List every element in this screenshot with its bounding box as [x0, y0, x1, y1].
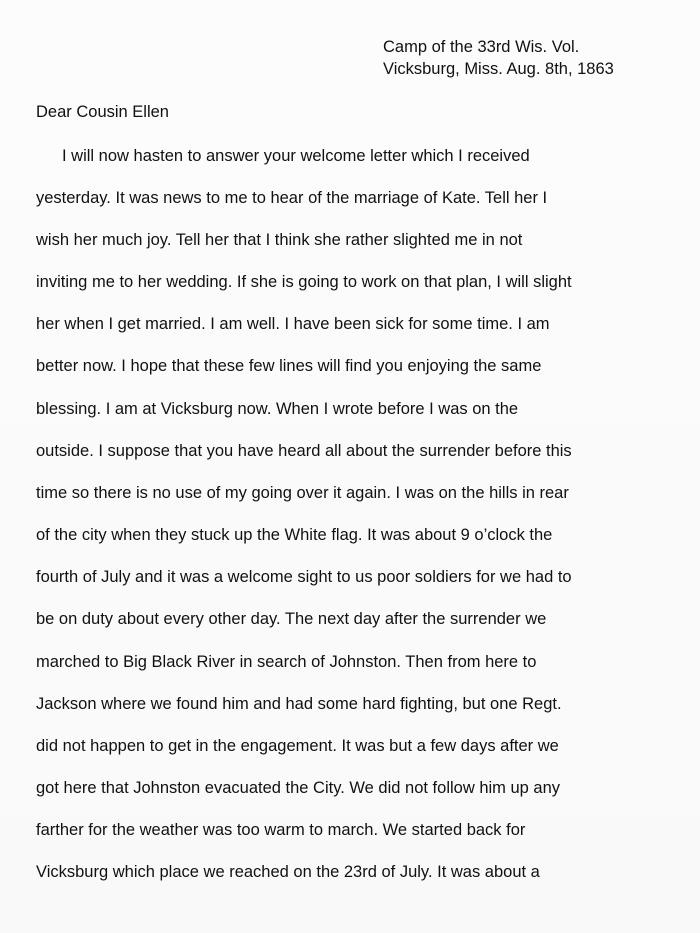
letter-line-10: of the city when they stuck up the White flag. It was about 9 o’clock the — [36, 526, 553, 544]
letter-line-14: Jackson where we found him and had some hard fighting, but one Regt. — [36, 695, 562, 713]
letter-heading — [383, 36, 614, 80]
letter-line-16: got here that Johnston evacuated the City. We did not follow him up any — [36, 779, 561, 797]
heading-line-camp: Camp of the 33rd Wis. Vol. — [383, 38, 580, 56]
letter-line-18: Vicksburg which place we reached on the 23rd of July. It was about a — [36, 863, 540, 881]
letter-line-12: be on duty about every other day. The next day after the surrender we — [36, 610, 547, 628]
letter-line-13: marched to Big Black River in search of Johnston. Then from here to — [36, 653, 537, 671]
letter-line-3: wish her much joy. Tell her that I think she rather slighted me in not — [36, 231, 523, 249]
letter-line-7: blessing. I am at Vicksburg now. When I wrote before I was on the — [36, 400, 519, 418]
letter-line-4: inviting me to her wedding. If she is going to work on that plan, I will slight — [36, 273, 572, 291]
letter-line-6: better now. I hope that these few lines will find you enjoying the same — [36, 357, 542, 375]
letter-line-2: yesterday. It was news to me to hear of the marriage of Kate. Tell her I — [36, 189, 548, 207]
letter-line-1: I will now hasten to answer your welcome letter which I received — [62, 147, 530, 165]
letter-line-8: outside. I suppose that you have heard all about the surrender before this — [36, 442, 572, 460]
letter-line-9: time so there is no use of my going over it again. I was on the hills in rear — [36, 484, 569, 502]
heading-line-date: Vicksburg, Miss. Aug. 8th, 1863 — [383, 60, 614, 78]
letter-line-15: did not happen to get in the engagement. It was but a few days after we — [36, 737, 559, 755]
letter-line-17: farther for the weather was too warm to march. We started back for — [36, 821, 526, 839]
salutation: Dear Cousin Ellen — [36, 103, 169, 121]
letter-line-5: her when I get married. I am well. I have been sick for some time. I am — [36, 315, 550, 333]
letter-line-11: fourth of July and it was a welcome sight to us poor soldiers for we had to — [36, 568, 572, 586]
